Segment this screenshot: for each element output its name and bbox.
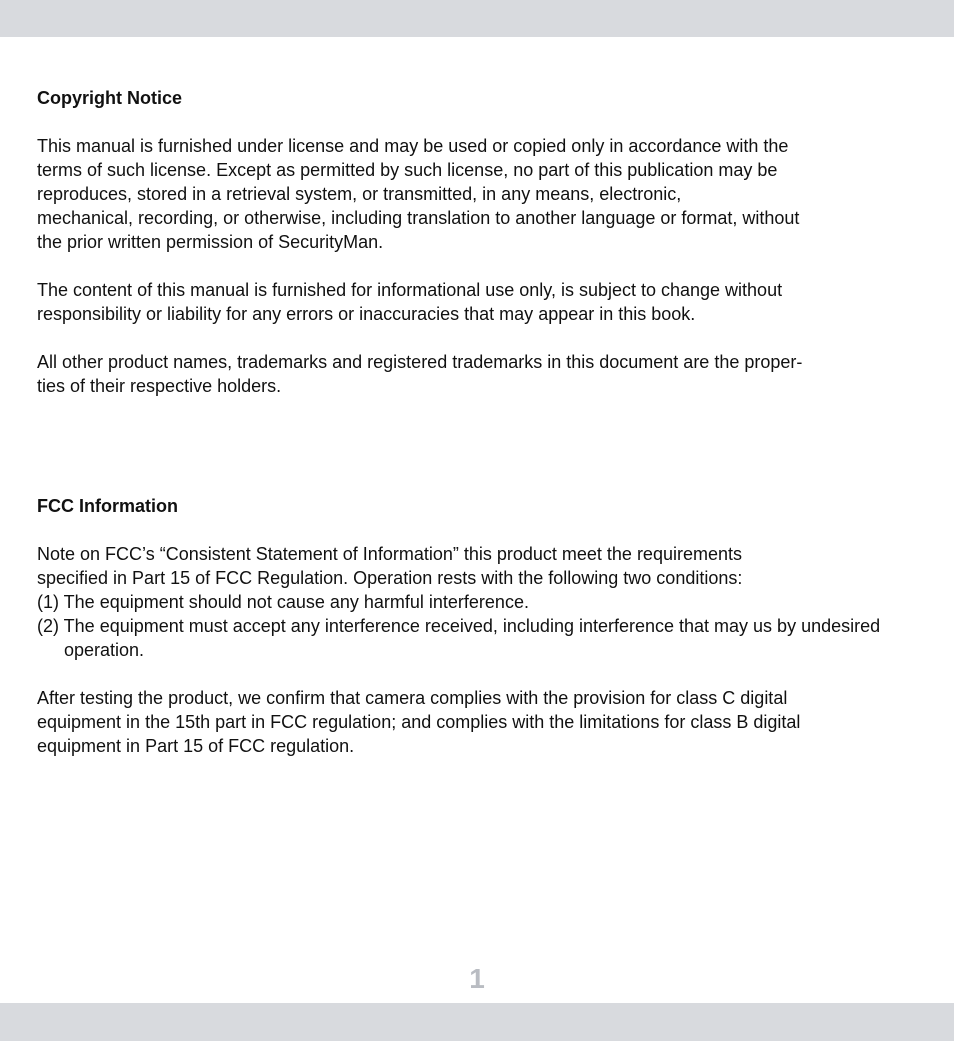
copyright-paragraph-trademarks: All other product names, trademarks and registered trademarks in this document are the proper- ties of their respective holders. — [37, 352, 803, 396]
fcc-conditions-block — [37, 542, 897, 662]
fcc-intro: Note on FCC’s “Consistent Statement of Information” this product meet the requirements specified in Part 15 of FCC Regulation. Operation rests with the following two conditions: — [37, 544, 743, 588]
fcc-condition-1: (1) The equipment should not cause any harmful interference. — [37, 592, 529, 612]
copyright-paragraph-content: The content of this manual is furnished for informational use only, is subject to change without responsibility or liability for any errors or inaccuracies that may appear in this book. — [37, 280, 783, 324]
page-number: 1 — [469, 963, 485, 994]
fcc-condition-2: (2) The equipment must accept any interference received, including interference that may us by undesired operation. — [37, 616, 881, 660]
fcc-closing: After testing the product, we confirm that camera complies with the provision for class C digital equipment in the 15th part in FCC regulation; and complies with the limitations for class B digital equipment in Part 15 of FCC regulation. — [37, 688, 801, 756]
document-body — [37, 86, 897, 782]
section-spacer — [37, 422, 897, 494]
fcc-heading: FCC Information — [37, 496, 178, 516]
top-band — [0, 0, 954, 37]
bottom-band — [0, 1003, 954, 1041]
copyright-heading: Copyright Notice — [37, 88, 183, 108]
copyright-paragraph-license: This manual is furnished under license and may be used or copied only in accordance with the terms of such license. Except as permitted by such license, no part of this publication may be reproduces, stored in a retrieval system, or transmitted, in any means, electronic, mechanical, recording, or otherwise, including translation to another language or format, without the prior written permission of SecurityMan. — [37, 136, 800, 252]
copyright-section — [37, 86, 897, 398]
fcc-section — [37, 494, 897, 758]
